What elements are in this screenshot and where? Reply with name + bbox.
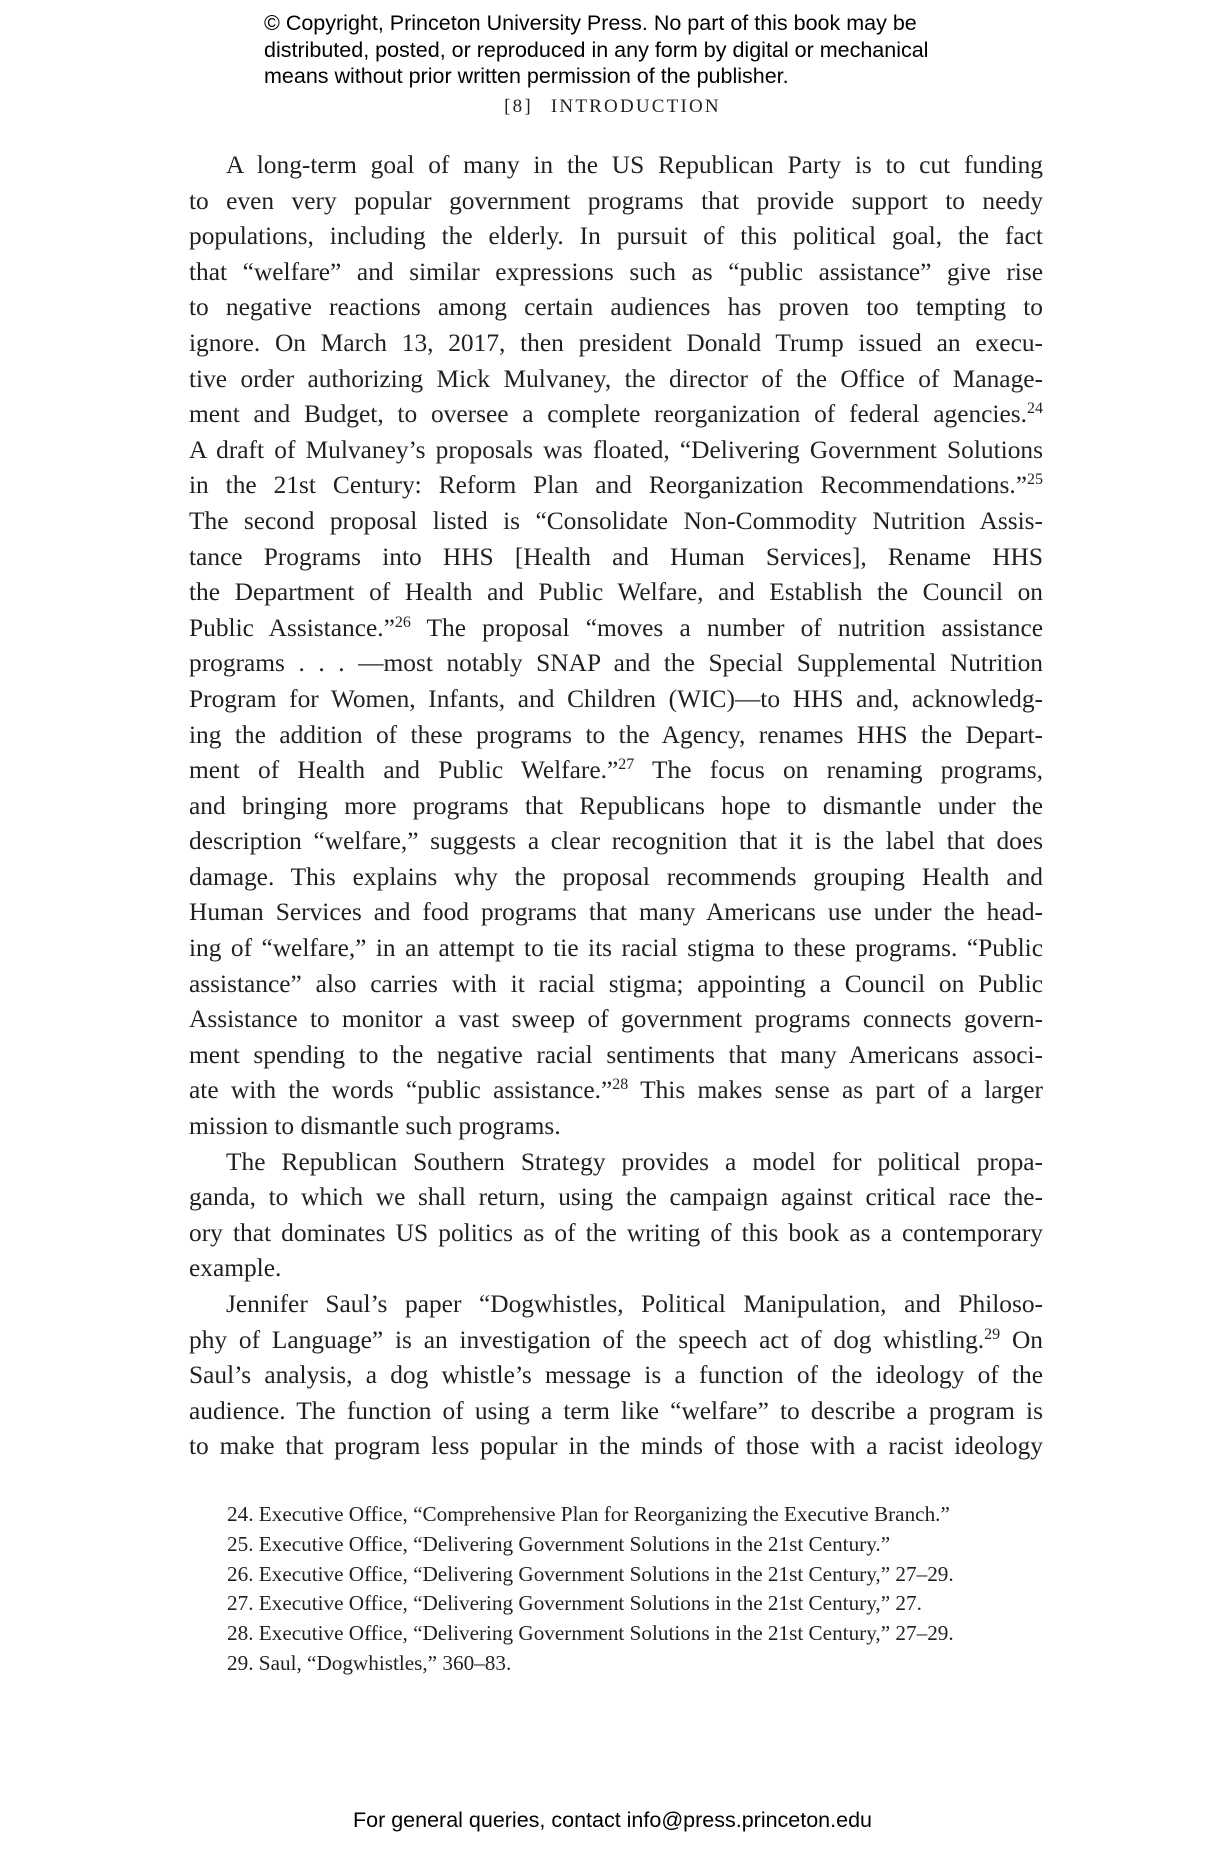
copyright-notice <box>264 10 1024 90</box>
text-line: and bringing more programs that Republicans hope to dismantle under the <box>189 791 1043 820</box>
text-line: Program for Women, Infants, and Children (WIC)—to HHS and, acknowledg- <box>189 684 1043 713</box>
footnotes <box>227 1500 1043 1679</box>
footnote: 26. Executive Office, “Delivering Government Solutions in the 21st Century,” 27–29. <box>227 1561 954 1586</box>
text-line: mission to dismantle such programs. <box>189 1112 561 1141</box>
text-line: Human Services and food programs that many Americans use under the head- <box>189 898 1043 927</box>
text-line: example. <box>189 1254 282 1283</box>
body-text <box>189 148 1043 1465</box>
text-line: phy of Language” is an investigation of the speech act of dog whistling.$^{29}$ On <box>189 1325 1043 1354</box>
text-line: the Department of Health and Public Welfare, and Establish the Council on <box>189 578 1043 607</box>
text-line: Public Assistance.”$^{26}$ The proposal “moves a number of nutrition assistance <box>189 613 1044 642</box>
text-line: tance Programs into HHS [Health and Human Services], Rename HHS <box>189 542 1043 571</box>
text-line: tive order authorizing Mick Mulvaney, the director of the Office of Manage- <box>189 364 1043 393</box>
page-number: [8] <box>504 96 533 117</box>
note-reference: 25 <box>1027 471 1043 489</box>
footnote: 28. Executive Office, “Delivering Government Solutions in the 21st Century,” 27–29. <box>227 1621 954 1646</box>
text-line: to even very popular government programs that provide support to needy <box>189 186 1043 215</box>
text-line: ing the addition of these programs to the Agency, renames HHS the Depart- <box>189 720 1043 749</box>
text-line: ignore. On March 13, 2017, then president Donald Trump issued an execu- <box>189 328 1043 357</box>
footnote: 29. Saul, “Dogwhistles,” 360–83. <box>227 1650 512 1675</box>
text-line: ment spending to the negative racial sentiments that many Americans associ- <box>189 1040 1043 1069</box>
text-line: A long-term goal of many in the US Republican Party is to cut funding <box>226 151 1043 179</box>
note-reference: 26 <box>394 613 411 631</box>
text-line: ganda, to which we shall return, using the campaign against critical race the- <box>189 1183 1043 1212</box>
text-line: Assistance to monitor a vast sweep of government programs connects govern- <box>189 1005 1043 1034</box>
text-line: audience. The function of using a term like “welfare” to describe a program is <box>189 1396 1043 1425</box>
copyright-line: means without prior written permission of the publisher. <box>264 64 789 88</box>
text-line: assistance” also carries with it racial stigma; appointing a Council on Public <box>189 969 1043 998</box>
footnote: 24. Executive Office, “Comprehensive Plan for Reorganizing the Executive Branch.” <box>227 1502 950 1526</box>
copyright-line: distributed, posted, or reproduced in any form by digital or mechanical <box>264 37 929 62</box>
text-line: that “welfare” and similar expressions such as “public assistance” give rise <box>189 257 1043 286</box>
footnote: 27. Executive Office, “Delivering Government Solutions in the 21st Century,” 27. <box>227 1591 922 1616</box>
note-reference: 28 <box>612 1076 629 1094</box>
note-reference: 29 <box>984 1325 1001 1343</box>
note-reference: 24 <box>1027 400 1043 418</box>
text-line: description “welfare,” suggests a clear recognition that it is the label that does <box>189 827 1043 856</box>
footer-contact: For general queries, contact info@press.princeton.edu <box>352 1808 872 1832</box>
section-title: INTRODUCTION <box>550 96 721 117</box>
paragraph <box>189 1287 1043 1465</box>
paragraph <box>189 148 1043 1145</box>
copyright-line: © Copyright, Princeton University Press. No part of this book may be <box>264 11 917 35</box>
text-line: damage. This explains why the proposal recommends grouping Health and <box>189 862 1043 891</box>
note-reference: 27 <box>618 756 635 774</box>
text-line: to make that program less popular in the minds of those with a racist ideology <box>189 1432 1043 1461</box>
text-line: programs . . . —most notably SNAP and the Special Supplemental Nutrition <box>189 649 1043 678</box>
text-line: populations, including the elderly. In pursuit of this political goal, the fact <box>189 222 1043 251</box>
running-head <box>0 96 1225 118</box>
text-line: Jennifer Saul’s paper “Dogwhistles, Political Manipulation, and Philoso- <box>226 1290 1043 1318</box>
text-line: ment and Budget, to oversee a complete reorganization of federal agencies.$^{24}$ <box>189 400 1043 429</box>
text-line: ment of Health and Public Welfare.”$^{27}$ The focus on renaming programs, <box>189 756 1043 785</box>
text-line: Saul’s analysis, a dog whistle’s message is a function of the ideology of the <box>189 1361 1043 1390</box>
text-line: The Republican Southern Strategy provides a model for political propa- <box>226 1147 1043 1176</box>
text-line: A draft of Mulvaney’s proposals was floated, “Delivering Government Solutions <box>189 435 1043 464</box>
text-line: ing of “welfare,” in an attempt to tie its racial stigma to these programs. “Public <box>189 934 1043 963</box>
text-line: The second proposal listed is “Consolidate Non-Commodity Nutrition Assis- <box>189 506 1043 535</box>
text-line: to negative reactions among certain audiences has proven too tempting to <box>189 293 1043 322</box>
text-line: ory that dominates US politics as of the writing of this book as a contemporary <box>189 1218 1043 1247</box>
paragraph <box>189 1145 1043 1287</box>
text-line: ate with the words “public assistance.”$^{28}$ This makes sense as part of a larger <box>189 1076 1043 1105</box>
footnote: 25. Executive Office, “Delivering Government Solutions in the 21st Century.” <box>227 1531 891 1556</box>
text-line: in the 21st Century: Reform Plan and Reorganization Recommendations.”$^{25}$ <box>189 471 1043 500</box>
